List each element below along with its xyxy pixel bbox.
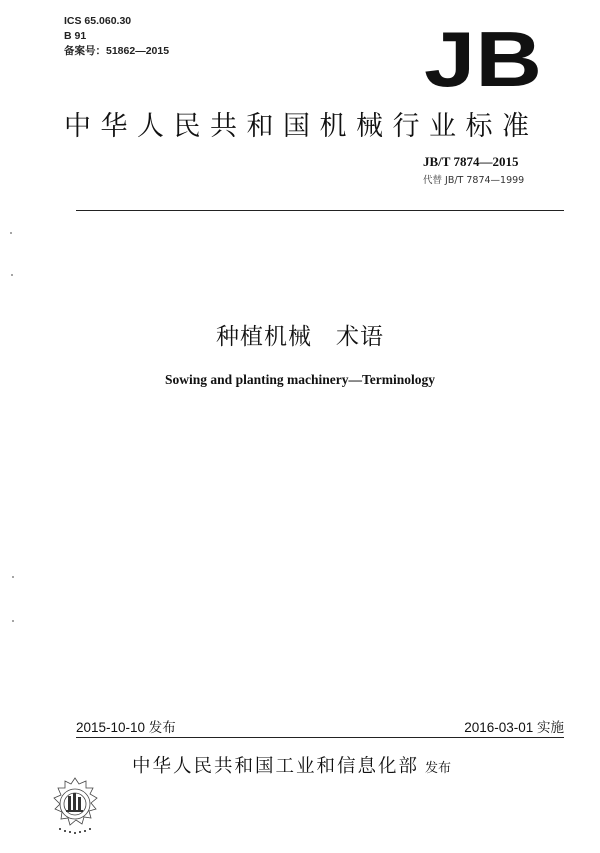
jb-logo-letters: JB (424, 22, 542, 92)
implementation-date: 2016-03-01 实施 (464, 720, 564, 735)
ccs-code: B 91 (64, 30, 87, 42)
issuer-organization: 中华人民共和国工业和信息化部 (132, 756, 420, 777)
scan-speck (10, 232, 12, 234)
classification-block (64, 14, 169, 59)
document-title-english: Sowing and planting machinery—Terminology (165, 372, 435, 387)
issuing-authority (132, 752, 451, 778)
issue-date: 2015-10-10 发布 (76, 720, 176, 735)
standard-number: JB/T 7874—2015 (423, 154, 519, 169)
scan-speck (11, 274, 13, 276)
replaces-standard: 代替 JB/T 7874—1999 (423, 175, 525, 186)
top-divider (76, 210, 564, 211)
document-title-chinese: 种植机械 术语 (216, 324, 384, 350)
issuer-suffix: 发布 (425, 761, 452, 776)
ics-code: ICS 65.060.30 (64, 15, 132, 27)
filing-number: 备案号：51862—2015 (64, 45, 170, 57)
scan-speck (12, 620, 14, 622)
ministry-seal-icon (42, 772, 108, 838)
scan-speck (12, 576, 14, 578)
jb-logo-graphic (424, 22, 542, 92)
jb-logo (424, 22, 542, 92)
standard-category: 中华人民共和国机械行业标准 (64, 111, 539, 142)
bottom-divider (76, 737, 564, 738)
